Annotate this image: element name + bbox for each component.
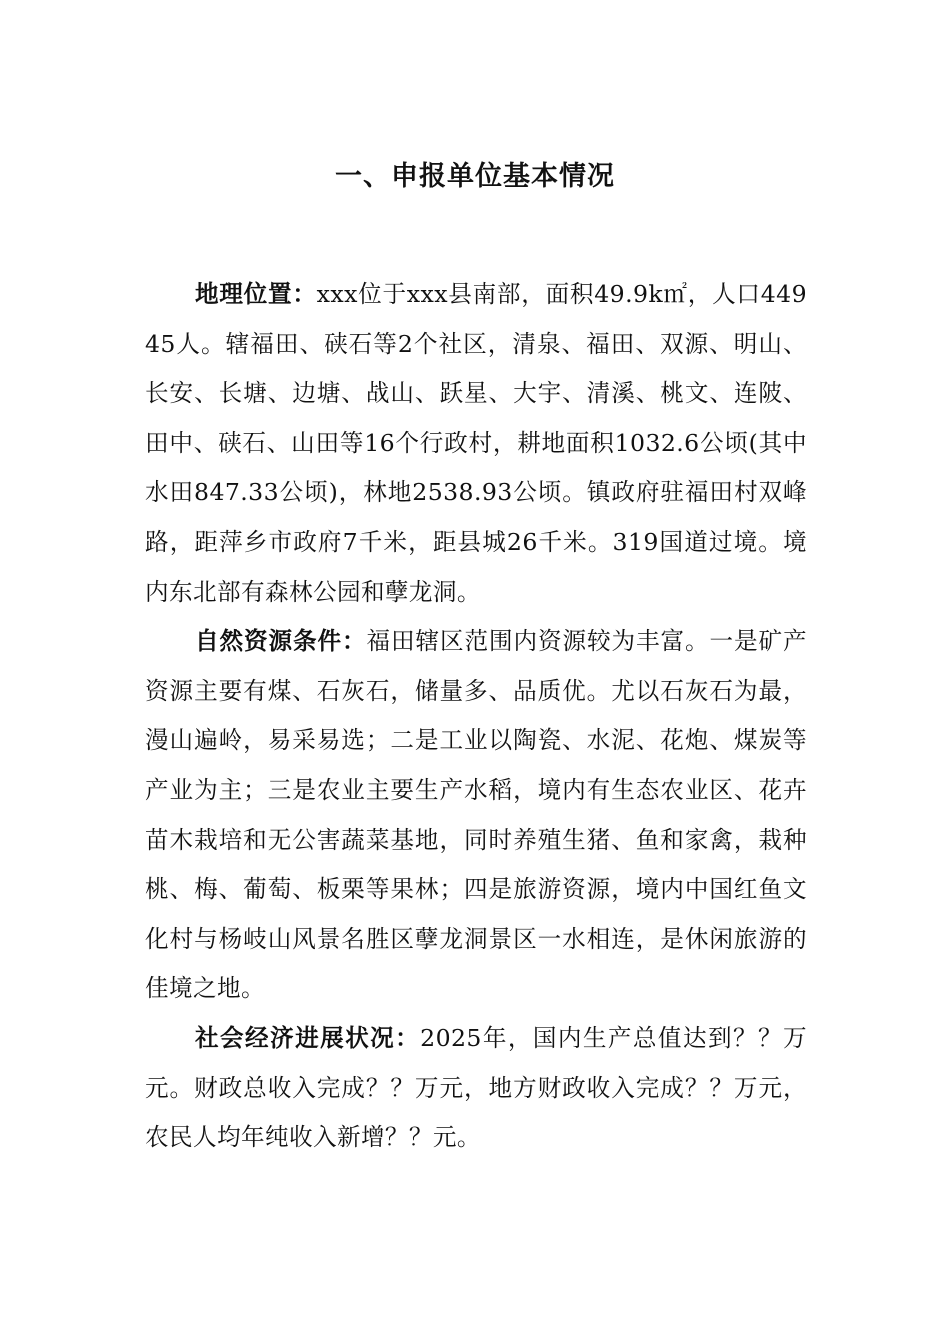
paragraph-text: 2025年，国内生产总值达到？？万元。财政总收入完成？？万元，地方财政收入完成？？万元，农民人均年纯收入新增？？元。	[145, 1023, 808, 1152]
paragraph-natural-resources	[145, 617, 807, 1014]
paragraph-lead: 自然资源条件：	[195, 627, 367, 656]
body-text	[145, 270, 807, 1163]
paragraph-lead: 社会经济进展状况：	[195, 1023, 421, 1052]
paragraph-geography	[145, 270, 807, 617]
paragraph-text: xxx位于xxx县南部，面积49.9k㎡，人口44945人。辖福田、硖石等2个社区，清泉、福田、双源、明山、长安、长塘、边塘、战山、跃星、大宇、清溪、桃文、连陂、田中、硖石、山田等16个行政村，耕地面积1032.6公顷(其中水田847.33公顷)，林地2538.93公顷。镇政府驻福田村双峰路，距萍乡市政府7千米，距县城26千米。319国道过境。境内东北部有森林公园和孽龙洞。	[145, 280, 807, 606]
paragraph-text: 福田辖区范围内资源较为丰富。一是矿产资源主要有煤、石灰石，储量多、品质优。尤以石灰石为最，漫山遍岭，易采易选；二是工业以陶瓷、水泥、花炮、煤炭等产业为主；三是农业主要生产水稻，境内有生态农业区、花卉苗木栽培和无公害蔬菜基地，同时养殖生猪、鱼和家禽，栽种桃、梅、葡萄、板栗等果林；四是旅游资源，境内中国红鱼文化村与杨岐山风景名胜区孽龙洞景区一水相连，是休闲旅游的佳境之地。	[145, 627, 807, 1003]
paragraph-lead: 地理位置：	[195, 280, 317, 308]
paragraph-economy	[145, 1014, 807, 1163]
section-title: 一、申报单位基本情况	[335, 161, 615, 192]
